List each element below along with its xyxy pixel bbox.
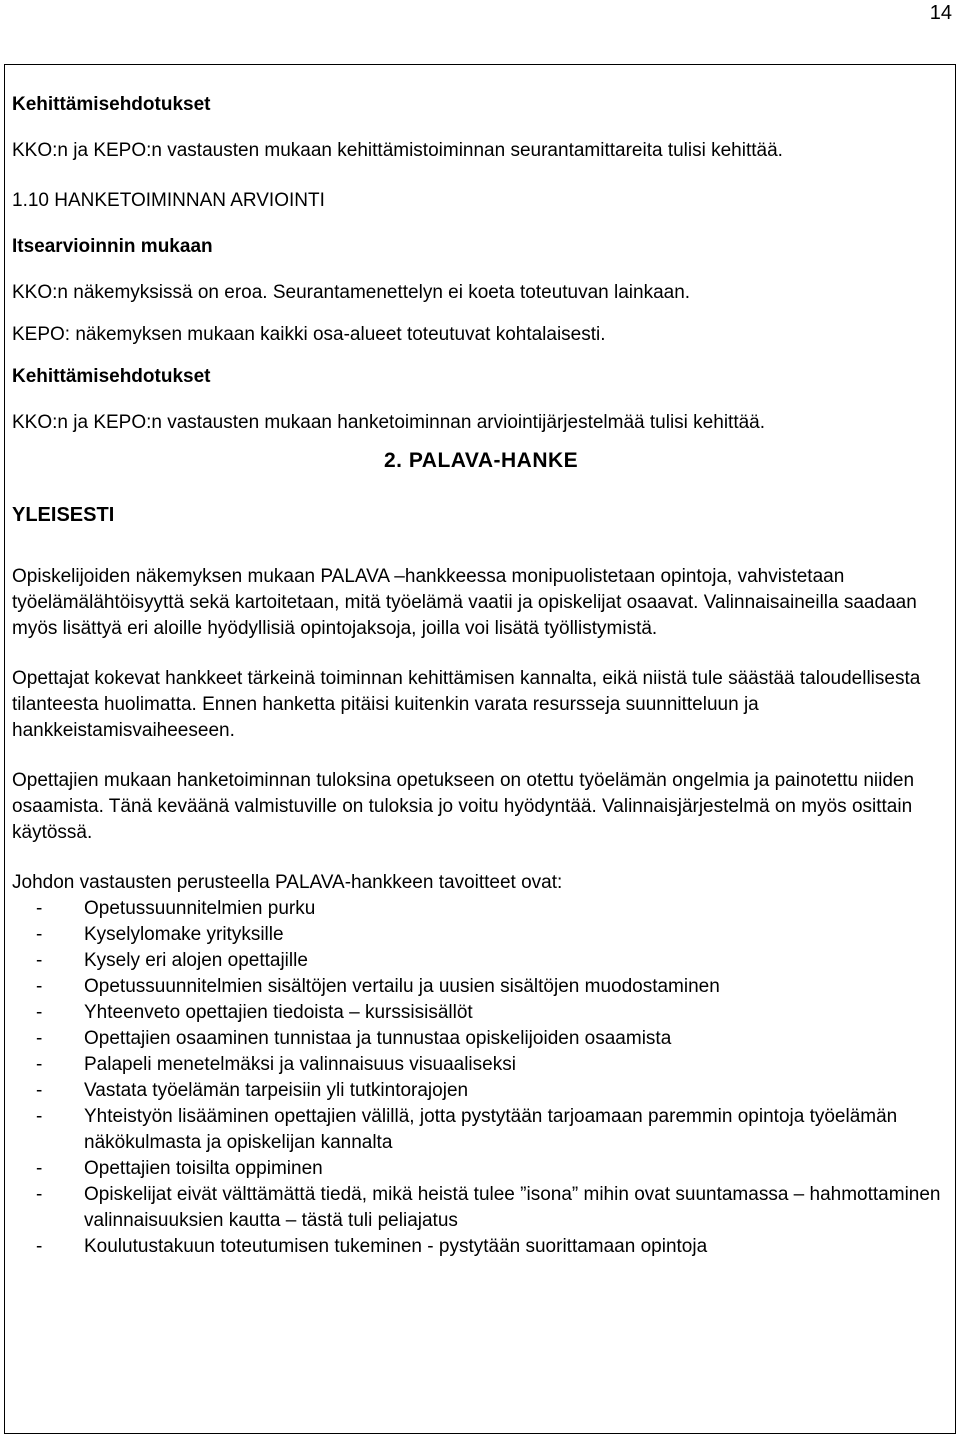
section-heading: Kehittämisehdotukset [12,94,211,115]
section-heading: Kehittämisehdotukset [12,366,211,387]
paragraph: KEPO: näkemyksen mukaan kaikki osa-alueet toteutuvat kohtalaisesti. [12,324,606,345]
yleisesti-subheading: YLEISESTI [12,504,115,526]
list-item: - Opettajien toisilta oppiminen [12,1156,942,1182]
page-number: 14 [929,2,952,24]
list-item: - Yhteistyön lisääminen opettajien välillä, jotta pystytään tarjoamaan paremmin opintoja työelämän näkökulmasta ja opiskelijan kannalta [12,1104,942,1156]
list-item: - Kyselylomake yrityksille [12,922,942,948]
paragraph: KKO:n ja KEPO:n vastausten mukaan kehittämistoiminnan seurantamittareita tulisi kehittää. [12,140,783,161]
list-item: - Vastata työelämän tarpeisiin yli tutkintorajojen [12,1078,942,1104]
list-item: - Kysely eri alojen opettajille [12,948,942,974]
paragraph: Opettajien mukaan hanketoiminnan tuloksina opetukseen on otettu työelämän ongelmia ja painotettu niiden osaamista. Tänä keväänä valmistuville on tuloksia jo voitu hyödyntää. Valinnaisjärjestelmä on myös osittain käytössä. [12,770,915,843]
list-item: - Palapeli menetelmäksi ja valinnaisuus visuaaliseksi [12,1052,942,1078]
section-title: 1.10 HANKETOIMINNAN ARVIOINTI [12,190,325,211]
section-subtitle: Itsearvioinnin mukaan [12,236,213,257]
palava-header-row [12,436,942,554]
list-item: - Opetussuunnitelmien sisältöjen vertailu ja uusien sisältöjen muodostaminen [12,974,942,1000]
paragraph: KKO:n ja KEPO:n vastausten mukaan hanketoiminnan arviointijärjestelmää tulisi kehittää. [12,412,766,433]
paragraph: Opiskelijoiden näkemyksen mukaan PALAVA –hankkeessa monipuolistetaan opintoja, vahvistetaan työelämälähtöisyyttä sekä kartoitetaan, mitä työelämä vaatii ja opiskelijat osaavat. Valinnaisaineilla saadaan myös lisättyä eri aloille hyödyllisiä opintojaksoja, joilla voi lisätä työllistymistä. [12,566,917,639]
paragraph: KKO:n näkemyksissä on eroa. Seurantamenettelyn ei koeta toteutuvan lainkaan. [12,282,691,303]
list-item: - Yhteenveto opettajien tiedoista – kurssisisällöt [12,1000,942,1026]
list-item: - Opetussuunnitelmien purku [12,896,942,922]
paragraph: Opettajat kokevat hankkeet tärkeinä toiminnan kehittämisen kannalta, eikä niistä tule säästää taloudellisesta tilanteesta huolimatta. Ennen hanketta pitäisi kuitenkin varata resursseja suunnitteluun ja hankkeistamisvaiheeseen. [12,668,921,741]
goals-list [12,896,942,1260]
document-content [12,92,942,1260]
list-item: - Opiskelijat eivät välttämättä tiedä, mikä heistä tulee ”isona” mihin ovat suuntamassa – hahmottaminen valinnaisuuksien kautta – tästä tuli peliajatus [12,1182,942,1234]
list-item: - Koulutustakuun toteutumisen tukeminen - pystytään suorittamaan opintoja [12,1234,942,1260]
list-item: - Opettajien osaaminen tunnistaa ja tunnustaa opiskelijoiden osaamista [12,1026,942,1052]
palava-title: 2. PALAVA-HANKE [384,449,579,472]
list-intro: Johdon vastausten perusteella PALAVA-hankkeen tavoitteet ovat: [12,872,563,893]
